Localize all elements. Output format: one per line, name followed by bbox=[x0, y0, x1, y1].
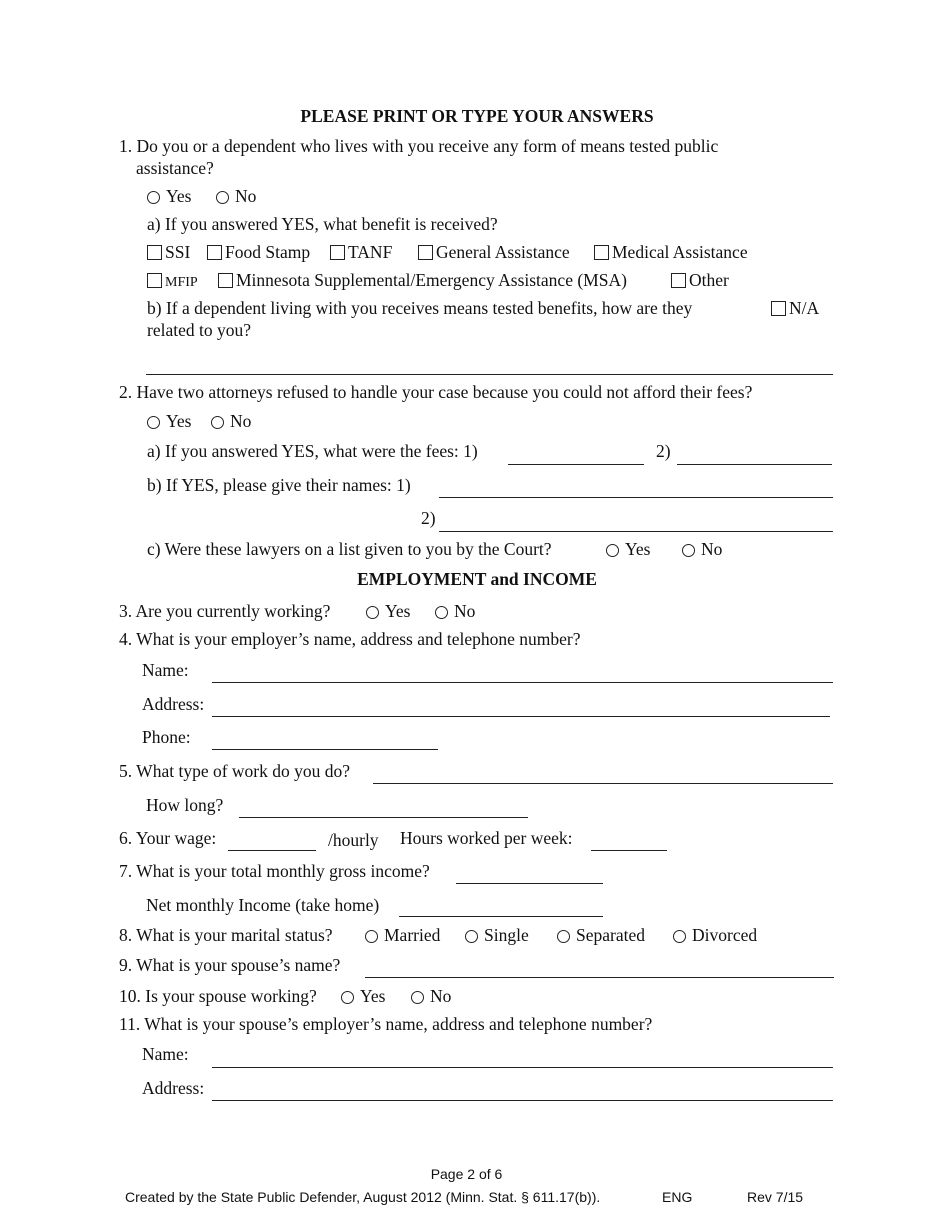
q2-text: 2. Have two attorneys refused to handle your case because you could not afford their fees? bbox=[119, 382, 753, 402]
q2-no-radio[interactable] bbox=[211, 416, 224, 429]
q10-yes-radio[interactable] bbox=[341, 991, 354, 1004]
hourly-label: /hourly bbox=[328, 830, 379, 850]
other-checkbox[interactable] bbox=[671, 273, 686, 288]
hours-per-week-input-line[interactable] bbox=[591, 850, 667, 851]
hours-per-week-label: Hours worked per week: bbox=[400, 828, 573, 848]
employer-phone-input-line[interactable] bbox=[212, 749, 438, 750]
benefit-tanf[interactable] bbox=[330, 244, 392, 262]
tanf-checkbox[interactable] bbox=[330, 245, 345, 260]
q2-a-text: a) If you answered YES, what were the fees: 1) bbox=[147, 441, 478, 461]
employer-phone-label: Phone: bbox=[142, 727, 191, 747]
medical-assistance-label: Medical Assistance bbox=[612, 242, 748, 262]
net-income-label: Net monthly Income (take home) bbox=[146, 895, 380, 915]
benefit-ssi[interactable] bbox=[147, 244, 190, 262]
benefit-food-stamp[interactable] bbox=[207, 244, 310, 262]
mfip-checkbox[interactable] bbox=[147, 273, 162, 288]
other-label: Other bbox=[689, 270, 729, 290]
q2-yes-label: Yes bbox=[166, 411, 192, 431]
separated-radio[interactable] bbox=[557, 930, 570, 943]
employment-section-title: EMPLOYMENT and INCOME bbox=[357, 569, 597, 589]
benefit-mfip[interactable] bbox=[147, 272, 198, 290]
benefit-other[interactable] bbox=[671, 272, 729, 290]
benefit-medical-assistance[interactable] bbox=[594, 244, 748, 262]
page-title: PLEASE PRINT OR TYPE YOUR ANSWERS bbox=[300, 106, 654, 126]
q3-yes-label: Yes bbox=[385, 601, 411, 621]
q8-text: 8. What is your marital status? bbox=[119, 925, 333, 945]
q6-wage-text: 6. Your wage: bbox=[119, 828, 217, 848]
spouse-employer-name-label: Name: bbox=[142, 1044, 189, 1064]
work-type-input-line[interactable] bbox=[373, 783, 833, 784]
q1-yes-option[interactable] bbox=[147, 188, 191, 206]
q1-yes-label: Yes bbox=[166, 186, 192, 206]
attorney-name-1-input-line[interactable] bbox=[439, 497, 833, 498]
marital-divorced-option[interactable] bbox=[673, 927, 757, 945]
q2-c-yes-radio[interactable] bbox=[606, 544, 619, 557]
food-stamp-checkbox[interactable] bbox=[207, 245, 222, 260]
q2-c-text: c) Were these lawyers on a list given to you by the Court? bbox=[147, 539, 552, 559]
tanf-label: TANF bbox=[348, 242, 393, 262]
benefit-general-assistance[interactable] bbox=[418, 244, 570, 262]
q2-c-no-radio[interactable] bbox=[682, 544, 695, 557]
page-number: Page 2 of 6 bbox=[430, 1166, 503, 1182]
benefit-msa[interactable] bbox=[218, 272, 627, 290]
q4-text: 4. What is your employer’s name, address and telephone number? bbox=[119, 629, 581, 649]
marital-married-option[interactable] bbox=[365, 927, 440, 945]
msa-checkbox[interactable] bbox=[218, 273, 233, 288]
q1-no-label: No bbox=[235, 186, 257, 206]
net-income-input-line[interactable] bbox=[399, 916, 603, 917]
q2-c-yes-label: Yes bbox=[625, 539, 651, 559]
medical-assistance-checkbox[interactable] bbox=[594, 245, 609, 260]
how-long-input-line[interactable] bbox=[239, 817, 528, 818]
q3-no-option[interactable] bbox=[435, 603, 475, 621]
employer-address-input-line[interactable] bbox=[212, 716, 830, 717]
msa-label: Minnesota Supplemental/Emergency Assistance (MSA) bbox=[236, 270, 627, 290]
attorney-name-2-input-line[interactable] bbox=[439, 531, 833, 532]
q10-no-radio[interactable] bbox=[411, 991, 424, 1004]
divorced-label: Divorced bbox=[692, 925, 758, 945]
q3-text: 3. Are you currently working? bbox=[119, 601, 331, 621]
q2-yes-option[interactable] bbox=[147, 413, 191, 431]
q1-b-text-line2: related to you? bbox=[147, 320, 251, 340]
mfip-label: MFIP bbox=[165, 275, 198, 290]
divorced-radio[interactable] bbox=[673, 930, 686, 943]
spouse-employer-address-input-line[interactable] bbox=[212, 1100, 833, 1101]
q7-text: 7. What is your total monthly gross income? bbox=[119, 861, 430, 881]
how-long-label: How long? bbox=[146, 795, 224, 815]
q1-yes-radio[interactable] bbox=[147, 191, 160, 204]
q2-b-text: b) If YES, please give their names: 1) bbox=[147, 475, 411, 495]
q2-no-option[interactable] bbox=[211, 413, 251, 431]
footer-revision: Rev 7/15 bbox=[747, 1189, 804, 1205]
gross-income-input-line[interactable] bbox=[456, 883, 603, 884]
q1-b-text-line1: b) If a dependent living with you receives means tested benefits, how are they bbox=[147, 298, 693, 318]
general-assistance-checkbox[interactable] bbox=[418, 245, 433, 260]
fee-2-input-line[interactable] bbox=[677, 464, 832, 465]
na-checkbox[interactable] bbox=[771, 301, 786, 316]
footer-created-by: Created by the State Public Defender, August 2012 (Minn. Stat. § 611.17(b)). bbox=[125, 1189, 601, 1205]
q3-yes-option[interactable] bbox=[366, 603, 410, 621]
ssi-label: SSI bbox=[165, 242, 191, 262]
separated-label: Separated bbox=[576, 925, 645, 945]
q2-c-yes-option[interactable] bbox=[606, 541, 650, 559]
general-assistance-label: General Assistance bbox=[436, 242, 570, 262]
na-option[interactable] bbox=[771, 300, 819, 318]
q2-c-no-label: No bbox=[701, 539, 723, 559]
fee-1-input-line[interactable] bbox=[508, 464, 644, 465]
employer-address-label: Address: bbox=[142, 694, 205, 714]
q3-no-label: No bbox=[454, 601, 476, 621]
single-radio[interactable] bbox=[465, 930, 478, 943]
q1-a-text: a) If you answered YES, what benefit is received? bbox=[147, 214, 498, 234]
q1-text-line2: assistance? bbox=[136, 158, 214, 178]
q3-yes-radio[interactable] bbox=[366, 606, 379, 619]
married-radio[interactable] bbox=[365, 930, 378, 943]
q2-a-two-label: 2) bbox=[656, 441, 671, 461]
spouse-employer-name-input-line[interactable] bbox=[212, 1067, 833, 1068]
marital-separated-option[interactable] bbox=[557, 927, 645, 945]
na-label: N/A bbox=[789, 298, 820, 318]
employer-name-input-line[interactable] bbox=[212, 682, 833, 683]
footer-language: ENG bbox=[662, 1189, 693, 1205]
q1-no-option[interactable] bbox=[216, 188, 256, 206]
q10-no-label: No bbox=[430, 986, 452, 1006]
q1-text-line1: 1. Do you or a dependent who lives with you receive any form of means tested public bbox=[119, 136, 719, 156]
single-label: Single bbox=[484, 925, 529, 945]
q3-no-radio[interactable] bbox=[435, 606, 448, 619]
q2-c-no-option[interactable] bbox=[682, 541, 722, 559]
q10-no-option[interactable] bbox=[411, 988, 451, 1006]
wage-input-line[interactable] bbox=[228, 850, 316, 851]
q2-yes-radio[interactable] bbox=[147, 416, 160, 429]
food-stamp-label: Food Stamp bbox=[225, 242, 311, 262]
q2-b-two-label: 2) bbox=[421, 508, 436, 528]
q1-no-radio[interactable] bbox=[216, 191, 229, 204]
q10-yes-label: Yes bbox=[360, 986, 386, 1006]
married-label: Married bbox=[384, 925, 441, 945]
ssi-checkbox[interactable] bbox=[147, 245, 162, 260]
q10-text: 10. Is your spouse working? bbox=[119, 986, 317, 1006]
spouse-employer-address-label: Address: bbox=[142, 1078, 205, 1098]
spouse-name-input-line[interactable] bbox=[365, 977, 834, 978]
employer-name-label: Name: bbox=[142, 660, 189, 680]
relation-input-line[interactable] bbox=[146, 374, 833, 375]
q9-text: 9. What is your spouse’s name? bbox=[119, 955, 341, 975]
q10-yes-option[interactable] bbox=[341, 988, 385, 1006]
q2-no-label: No bbox=[230, 411, 252, 431]
q5-text: 5. What type of work do you do? bbox=[119, 761, 351, 781]
q11-text: 11. What is your spouse’s employer’s name, address and telephone number? bbox=[119, 1014, 653, 1034]
marital-single-option[interactable] bbox=[465, 927, 529, 945]
